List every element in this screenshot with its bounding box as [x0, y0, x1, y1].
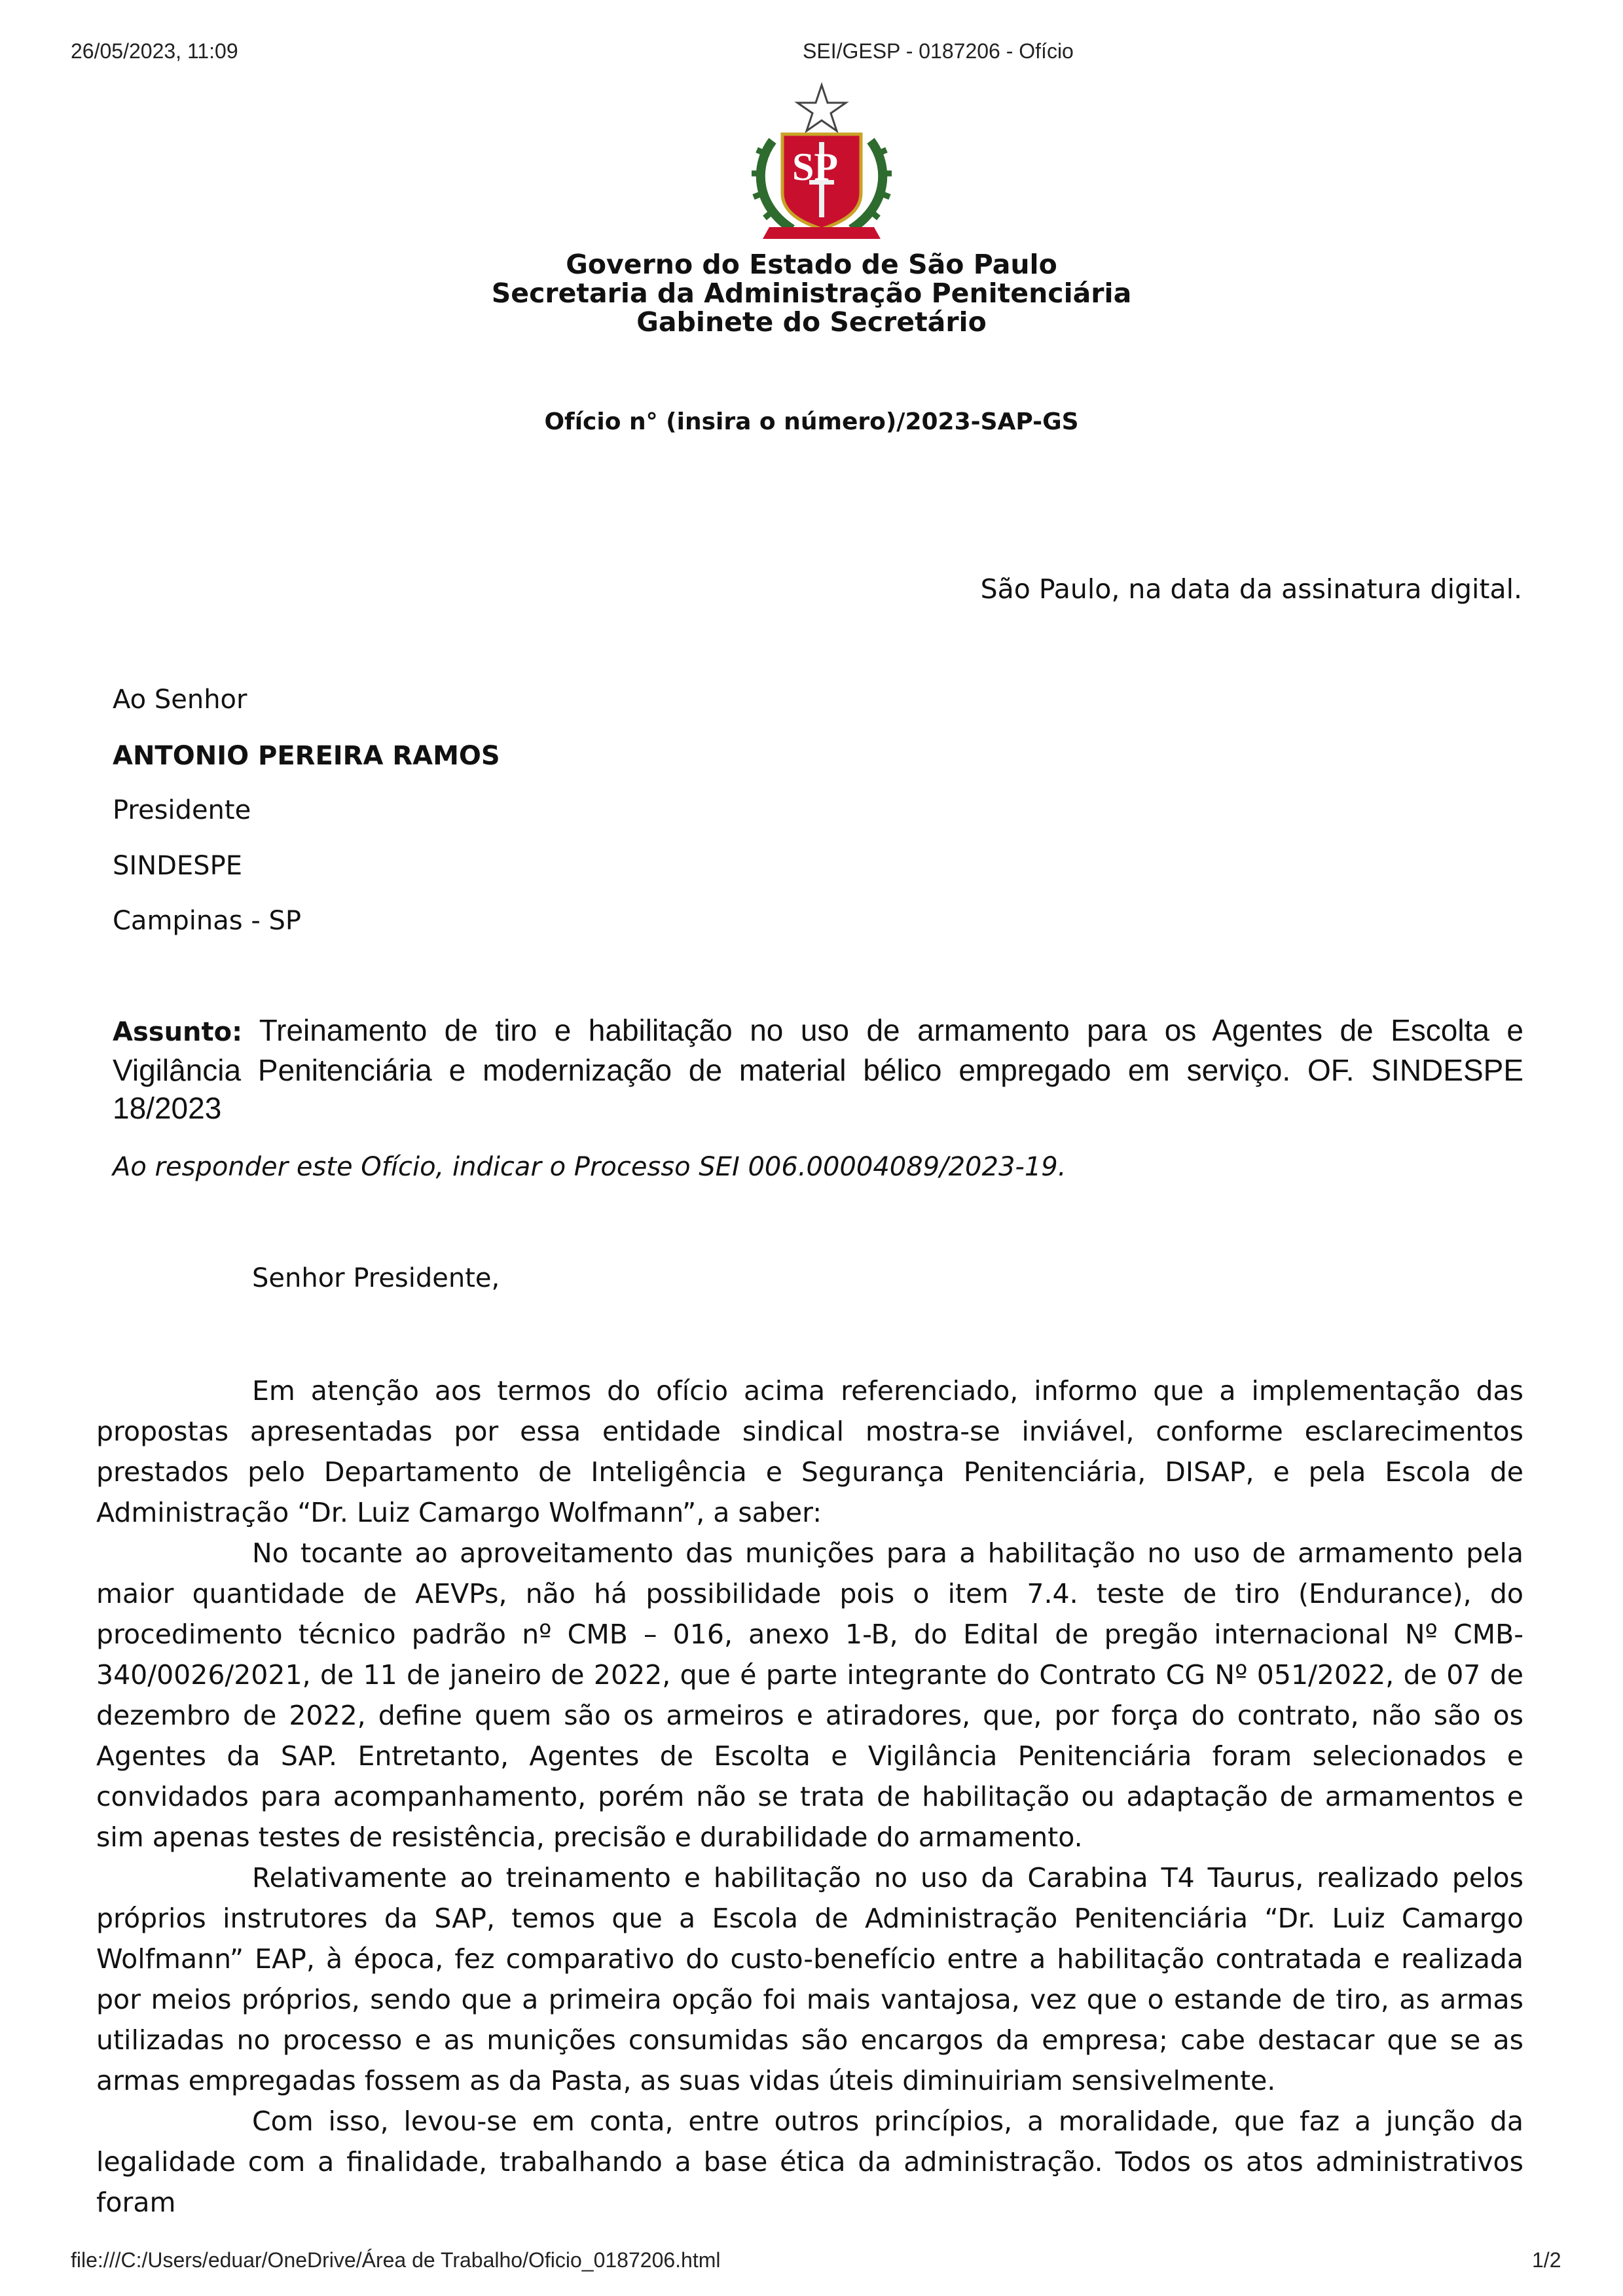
crest-star — [797, 85, 846, 131]
addressee-salutation: Ao Senhor — [113, 685, 247, 715]
addressee-name: ANTONIO PEREIRA RAMOS — [113, 741, 500, 771]
print-page-number: 1/2 — [1532, 2248, 1561, 2272]
greeting: Senhor Presidente, — [252, 1263, 500, 1293]
print-document-title: SEI/GESP - 0187206 - Ofício — [803, 39, 1074, 63]
subject-label: Assunto: — [113, 1017, 243, 1047]
body-paragraph-4: Com isso, levou-se em conta, entre outros princípios, a moralidade, que faz a junção da legalidade com a finalidade, trabalhando a base ética da administração. Todos os atos administrativos foram — [96, 2106, 1523, 2218]
org-secretariat: Secretaria da Administração Penitenciária — [491, 278, 1132, 309]
print-file-url: file:///C:/Users/eduar/OneDrive/Área de Trabalho/Oficio_0187206.html — [71, 2248, 721, 2272]
oficio-number: Ofício n° (insira o número)/2023-SAP-GS — [544, 408, 1079, 435]
org-cabinet: Gabinete do Secretário — [636, 306, 987, 338]
process-note: Ao responder este Ofício, indicar o Processo SEI 006.00004089/2023-19. — [113, 1152, 1067, 1182]
org-government: Governo do Estado de São Paulo — [566, 249, 1057, 280]
crest-ribbon — [763, 227, 881, 239]
sao-paulo-coat-of-arms — [746, 82, 897, 245]
print-datetime: 26/05/2023, 11:09 — [71, 39, 238, 63]
body-paragraph-3: Relativamente ao treinamento e habilitação no uso da Carabina T4 Taurus, realizado pelos próprios instrutores da SAP, temos que a Escola de Administração Penitenciária “Dr. Luiz Camargo Wolfmann” EAP, à época, fez comparativo do custo-benefício entre a habilitação contratada e realizada por meios próprios, sendo que a primeira opção foi mais vantajosa, vez que o estande de tiro, as armas utilizadas no processo e as munições consumidas são encargos da empresa; cabe destacar que se as armas empregadas fossem as da Pasta, as suas vidas úteis diminuiriam sensivelmente. — [96, 1862, 1523, 2096]
body-paragraph-2: No tocante ao aproveitamento das munições para a habilitação no uso de armamento pela maior quantidade de AEVPs, não há possibilidade pois o item 7.4. teste de tiro (Endurance), do procedimento técnico padrão nº CMB – 016, anexo 1-B, do Edital de pregão internacional Nº CMB-340/0026/2021, de 11 de janeiro de 2022, que é parte integrante do Contrato CG Nº 051/2022, de 07 de dezembro de 2022, define quem são os armeiros e atiradores, que, por força do contrato, não são os Agentes da SAP. Entretanto, Agentes de Escolta e Vigilância Penitenciária foram selecionados e convidados para acompanhamento, porém não se trata de habilitação ou adaptação de armamentos e sim apenas testes de resistência, precisão e durabilidade do armamento. — [96, 1537, 1523, 1853]
place-date: São Paulo, na data da assinatura digital. — [980, 573, 1522, 605]
body-paragraph-1: Em atenção aos termos do ofício acima referenciado, informo que a implementação das propostas apresentadas por essa entidade sindical mostra-se inviável, conforme esclarecimentos prestados pelo Departamento de Inteligência e Segurança Penitenciária, DISAP, e pela Escola de Administração “Dr. Luiz Camargo Wolfmann”, a saber: — [96, 1375, 1523, 1528]
subject — [113, 1011, 1523, 1127]
addressee-role: Presidente — [113, 795, 251, 825]
addressee-city: Campinas - SP — [113, 906, 301, 936]
crest-letters: SP — [792, 145, 839, 188]
addressee-organization: SINDESPE — [113, 851, 242, 881]
letter-body — [96, 1371, 1523, 2223]
subject-text: Treinamento de tiro e habilitação no uso de armamento para os Agentes de Escolta e Vigilância Penitenciária e modernização de material bélico empregado em serviço. OF. SINDESPE 18/2023 — [113, 1013, 1523, 1125]
